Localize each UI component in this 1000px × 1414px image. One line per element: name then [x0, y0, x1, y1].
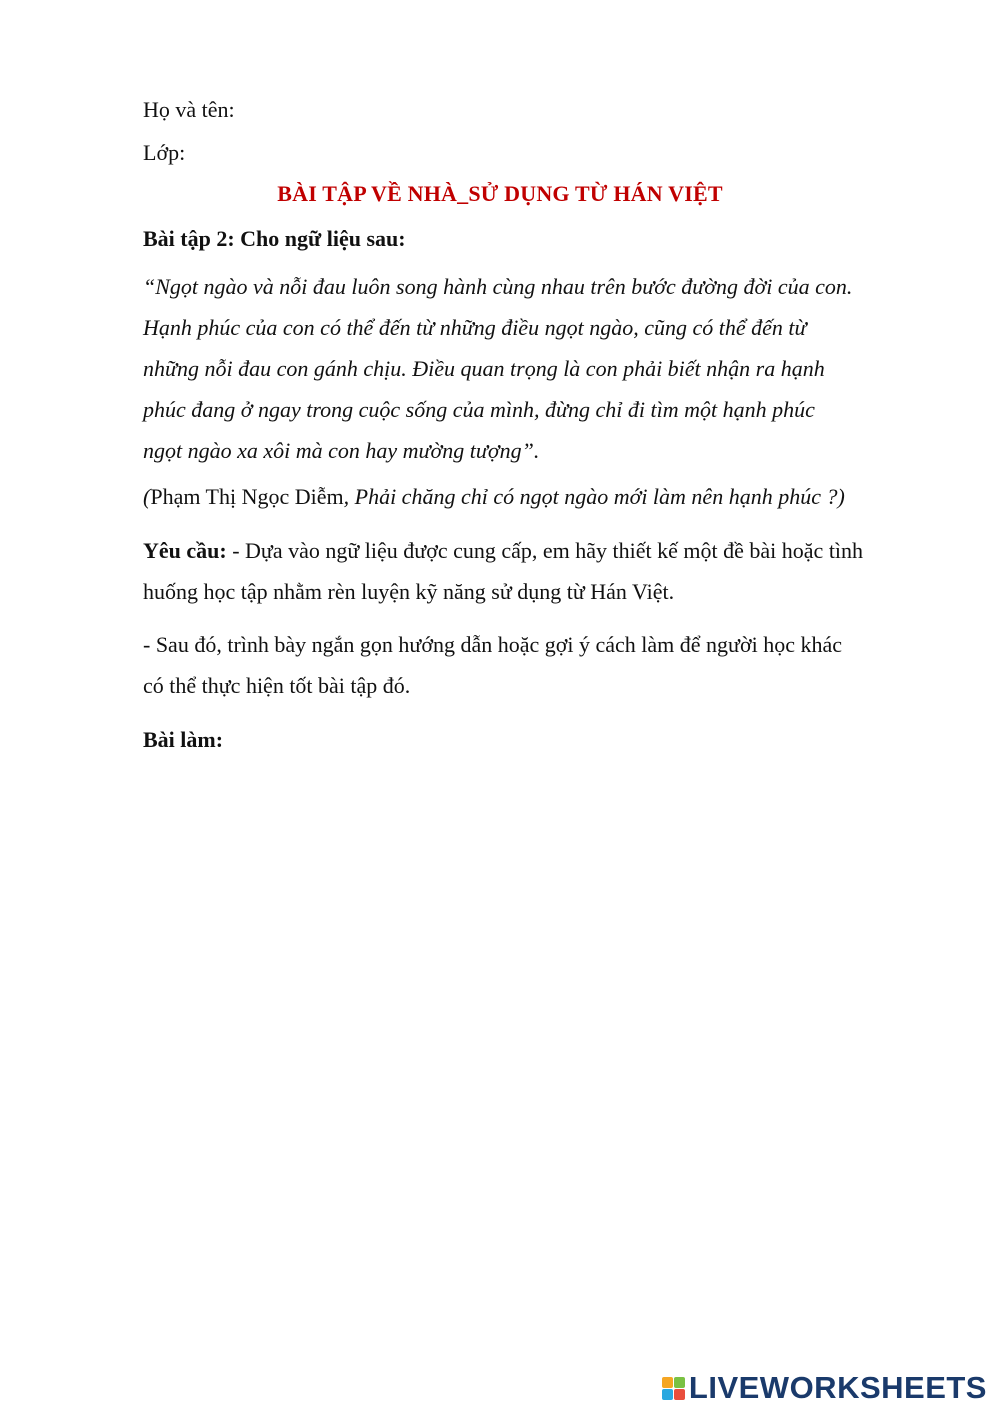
quote-block — [143, 266, 913, 471]
quote-line: ngọt ngào xa xôi mà con hay mường tượng”. — [143, 438, 540, 463]
logo-mark-icon — [662, 1377, 685, 1400]
liveworksheets-logo — [662, 1371, 987, 1405]
quote-line: “Ngọt ngào và nỗi đau luôn song hành cùng nhau trên bước đường đời của con. — [143, 274, 853, 299]
quote-line: phúc đang ở ngay trong cuộc sống của mình, đừng chỉ đi tìm một hạnh phúc — [143, 397, 815, 422]
quote-source — [143, 484, 845, 510]
source-author: Phạm Thị Ngọc Diễm — [150, 484, 344, 509]
logo-text: LIVEWORKSHEETS — [688, 1370, 987, 1405]
quote-line: những nỗi đau con gánh chịu. Điều quan trọng là con phải biết nhận ra hạnh — [143, 356, 825, 381]
followup-text-2: có thể thực hiện tốt bài tập đó. — [143, 673, 411, 698]
source-open-paren: ( — [143, 484, 151, 509]
requirement-text: - Dựa vào ngữ liệu được cung cấp, em hãy thiết kế một đề bài hoặc tình — [226, 538, 864, 563]
exercise-heading: Bài tập 2: Cho ngữ liệu sau: — [143, 226, 406, 251]
source-comma: , — [343, 484, 355, 509]
followup-text: - Sau đó, trình bày ngắn gọn hướng dẫn hoặc gợi ý cách làm để người học khác — [143, 632, 843, 657]
requirement-label: Yêu cầu: — [143, 538, 227, 563]
answer-label: Bài làm: — [143, 727, 224, 752]
source-work: Phải chăng chỉ có ngọt ngào mới làm nên hạnh phúc ?) — [354, 484, 845, 509]
followup-block — [143, 624, 842, 706]
requirement-block — [143, 530, 863, 612]
class-label: Lớp: — [143, 140, 186, 165]
page-title: BÀI TẬP VỀ NHÀ_SỬ DỤNG TỪ HÁN VIỆT — [277, 181, 723, 206]
requirement-text-2: huống học tập nhằm rèn luyện kỹ năng sử dụng từ Hán Việt. — [143, 579, 675, 604]
name-label: Họ và tên: — [143, 97, 235, 122]
quote-line: Hạnh phúc của con có thể đến từ những điều ngọt ngào, cũng có thể đến từ — [143, 315, 807, 340]
